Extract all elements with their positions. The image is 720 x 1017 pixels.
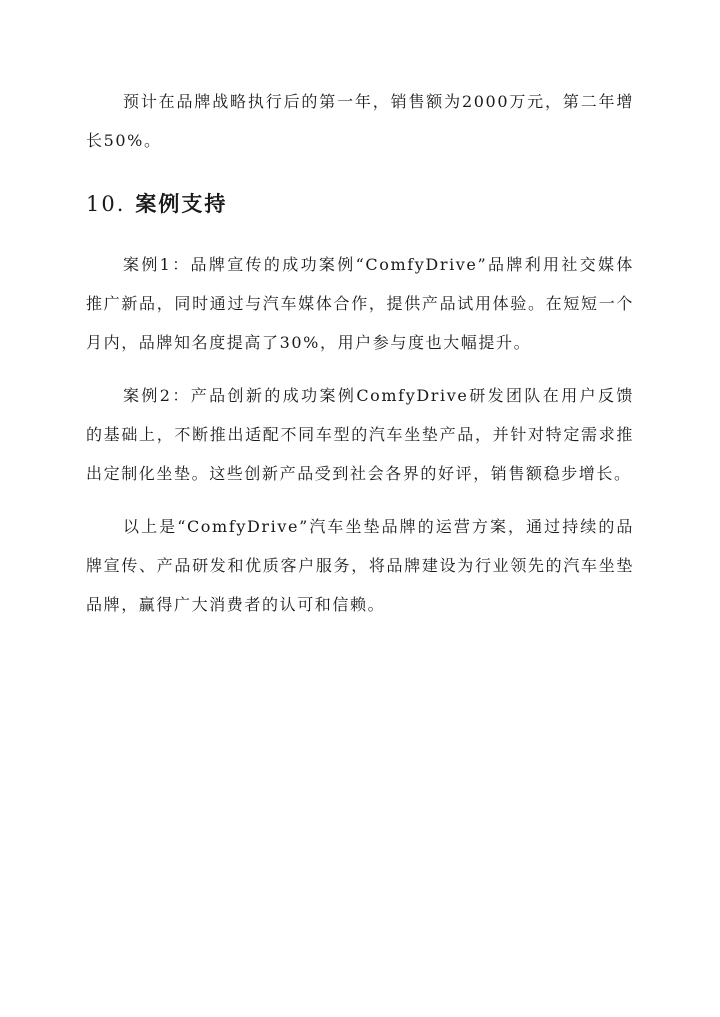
paragraph-conclusion: 以上是“ComfyDrive”汽车坐垫品牌的运营方案，通过持续的品牌宣传、产品研发和优质客户服务，将品牌建设为行业领先的汽车坐垫品牌，赢得广大消费者的认可和信赖。	[86, 517, 634, 614]
section-title: 案例支持	[135, 191, 228, 216]
section-heading	[86, 188, 634, 220]
section-number: 10.	[86, 192, 126, 216]
paragraph-case-2: 案例2：产品创新的成功案例ComfyDrive研发团队在用户反馈的基础上，不断推出适配不同车型的汽车坐垫产品，并针对特定需求推出定制化坐垫。这些创新产品受到社会各界的好评，销售额稳步增长。	[86, 386, 634, 483]
document-content	[86, 82, 634, 624]
paragraph-case-1: 案例1：品牌宣传的成功案例“ComfyDrive”品牌利用社交媒体推广新品，同时通过与汽车媒体合作，提供产品试用体验。在短短一个月内，品牌知名度提高了30%，用户参与度也大幅提升。	[86, 255, 634, 352]
paragraph-sales-forecast: 预计在品牌战略执行后的第一年，销售额为2000万元，第二年增长50%。	[86, 92, 634, 150]
